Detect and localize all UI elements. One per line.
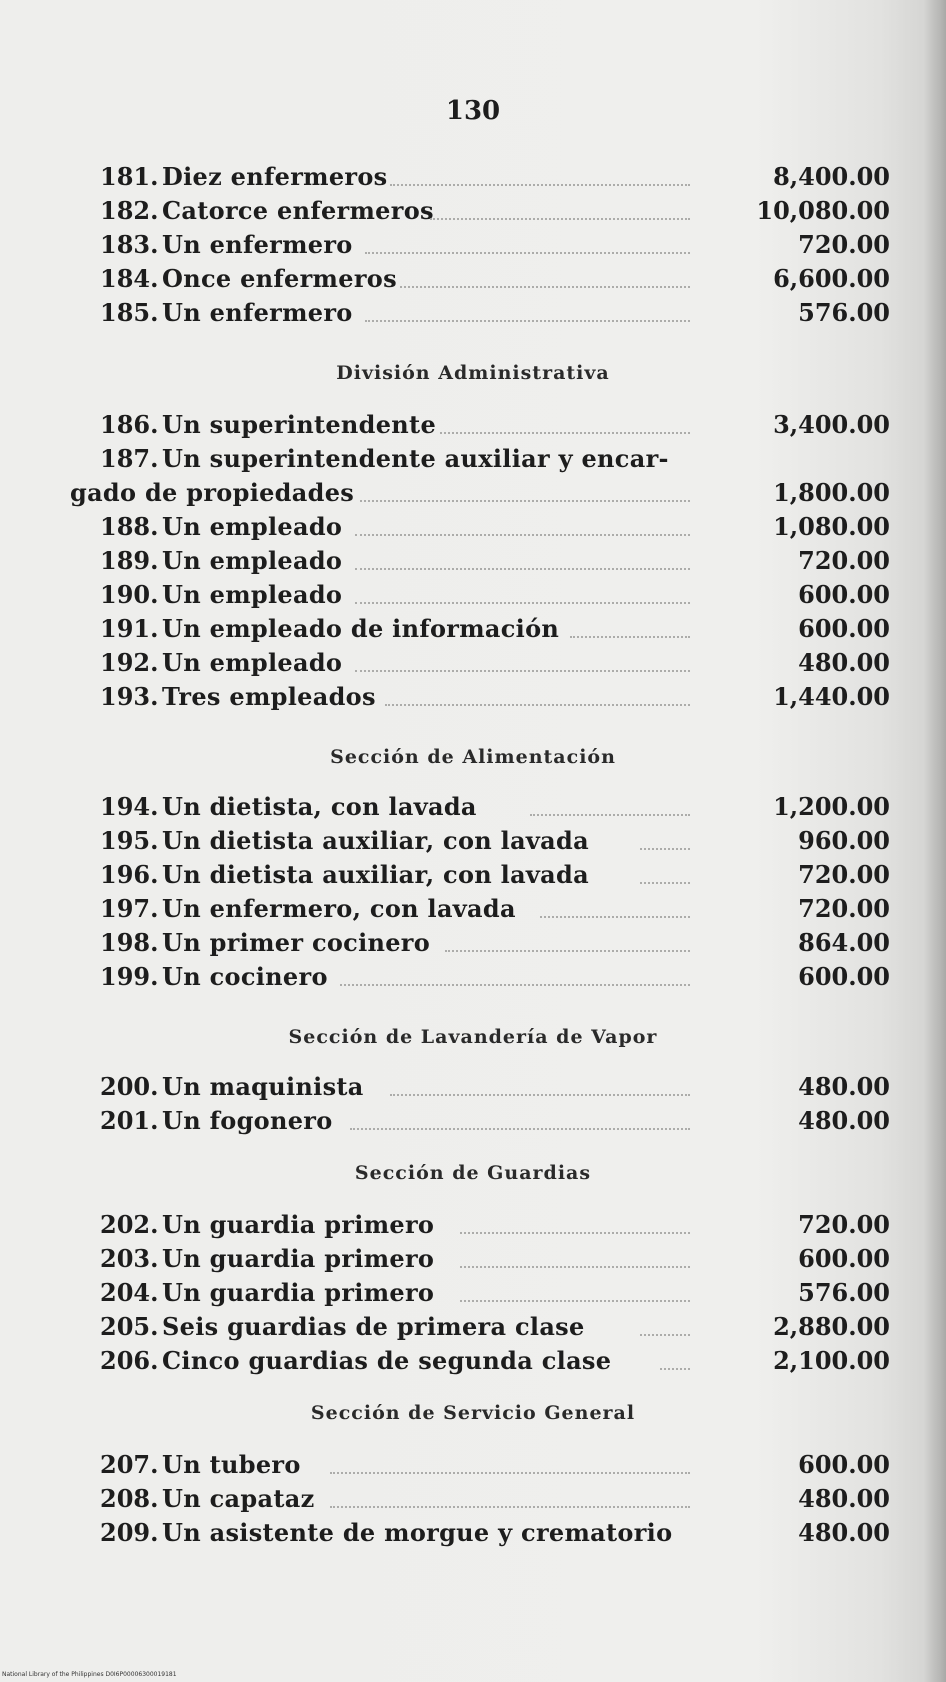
item-number: 189. xyxy=(100,546,159,575)
item-number: 202. xyxy=(100,1210,159,1239)
dot-leader xyxy=(355,566,690,570)
item-text: Un empleado xyxy=(162,546,343,575)
dot-leader xyxy=(355,600,690,604)
item-number: 191. xyxy=(100,614,159,643)
list-item xyxy=(100,408,890,442)
item-number: 192. xyxy=(100,648,159,677)
item-amount: 1,440.00 xyxy=(773,682,890,711)
item-text: Un guardia primero xyxy=(162,1278,435,1307)
item-amount: 600.00 xyxy=(798,962,890,991)
item-number: 188. xyxy=(100,512,159,541)
item-amount: 720.00 xyxy=(798,230,890,259)
dot-leader xyxy=(385,702,690,706)
item-text: Un asistente de morgue y crematorio xyxy=(162,1518,673,1547)
section-heading: Sección de Servicio General xyxy=(310,1402,636,1424)
dot-leader xyxy=(360,498,690,502)
item-text: Un dietista auxiliar, con lavada xyxy=(162,826,589,855)
page-edge-shadow xyxy=(924,0,946,1682)
dot-leader xyxy=(660,1366,690,1370)
list-item xyxy=(100,228,890,262)
dot-leader xyxy=(460,1230,690,1234)
item-amount: 576.00 xyxy=(798,1278,890,1307)
list-item xyxy=(100,1104,890,1138)
item-number: 209. xyxy=(100,1518,159,1547)
item-amount: 480.00 xyxy=(798,1518,890,1547)
item-text: Un tubero xyxy=(162,1450,301,1479)
item-amount: 10,080.00 xyxy=(756,196,890,225)
list-item xyxy=(100,824,890,858)
item-number: 186. xyxy=(100,410,159,439)
list-item xyxy=(100,296,890,330)
item-number: 190. xyxy=(100,580,159,609)
list-item xyxy=(100,1448,890,1482)
list-item xyxy=(100,510,890,544)
item-number: 185. xyxy=(100,298,159,327)
item-number: 206. xyxy=(100,1346,159,1375)
item-text: Un guardia primero xyxy=(162,1210,435,1239)
list-item xyxy=(100,1208,890,1242)
item-amount: 6,600.00 xyxy=(773,264,890,293)
item-number: 201. xyxy=(100,1106,159,1135)
item-text: Un empleado de información xyxy=(162,614,560,643)
item-text: Un enfermero xyxy=(162,230,353,259)
item-text: Un cocinero xyxy=(162,962,328,991)
item-amount: 1,200.00 xyxy=(773,792,890,821)
list-item xyxy=(100,646,890,680)
dot-leader xyxy=(330,1470,690,1474)
item-number: 196. xyxy=(100,860,159,889)
item-text: Un dietista auxiliar, con lavada xyxy=(162,860,589,889)
dot-leader xyxy=(540,914,690,918)
dot-leader xyxy=(460,1264,690,1268)
item-amount: 720.00 xyxy=(798,894,890,923)
item-text: Un superintendente xyxy=(162,410,437,439)
item-text: Once enfermeros xyxy=(162,264,397,293)
list-item xyxy=(100,160,890,194)
item-amount: 720.00 xyxy=(798,546,890,575)
list-item xyxy=(100,1310,890,1344)
item-number: 182. xyxy=(100,196,159,225)
item-text: Cinco guardias de segunda clase xyxy=(162,1346,612,1375)
page-number: 130 xyxy=(445,96,501,126)
dot-leader xyxy=(355,532,690,536)
list-item xyxy=(100,544,890,578)
list-item xyxy=(100,194,890,228)
item-amount: 480.00 xyxy=(798,1484,890,1513)
list-item xyxy=(100,1482,890,1516)
item-text: Un empleado xyxy=(162,512,343,541)
item-number: 208. xyxy=(100,1484,159,1513)
list-item xyxy=(100,442,890,476)
item-amount: 600.00 xyxy=(798,614,890,643)
item-number: 199. xyxy=(100,962,159,991)
item-number: 187. xyxy=(100,444,159,473)
dot-leader xyxy=(330,1504,690,1508)
archive-footer: National Library of the Philippines D0I6P00006300019181 xyxy=(2,1671,177,1678)
item-number: 204. xyxy=(100,1278,159,1307)
list-item xyxy=(100,960,890,994)
item-amount: 720.00 xyxy=(798,1210,890,1239)
dot-leader xyxy=(530,812,690,816)
item-amount: 720.00 xyxy=(798,860,890,889)
item-number: 197. xyxy=(100,894,159,923)
item-text: Un empleado xyxy=(162,648,343,677)
list-item xyxy=(100,612,890,646)
dot-leader xyxy=(445,948,690,952)
item-number: 203. xyxy=(100,1244,159,1273)
section-heading: División Administrativa xyxy=(336,362,610,384)
item-amount: 1,080.00 xyxy=(773,512,890,541)
item-text: Tres empleados xyxy=(162,682,376,711)
list-item xyxy=(100,1344,890,1378)
dot-leader xyxy=(355,668,690,672)
item-amount: 960.00 xyxy=(798,826,890,855)
item-amount: 2,880.00 xyxy=(773,1312,890,1341)
list-item xyxy=(100,578,890,612)
item-amount: 3,400.00 xyxy=(773,410,890,439)
item-amount: 600.00 xyxy=(798,1244,890,1273)
item-amount: 864.00 xyxy=(798,928,890,957)
item-text: Diez enfermeros xyxy=(162,162,388,191)
dot-leader xyxy=(640,846,690,850)
dot-leader xyxy=(460,1298,690,1302)
dot-leader xyxy=(430,216,690,220)
dot-leader xyxy=(365,250,690,254)
item-number: 184. xyxy=(100,264,159,293)
dot-leader xyxy=(365,318,690,322)
dot-leader xyxy=(340,982,690,986)
dot-leader xyxy=(390,182,690,186)
item-text: Un dietista, con lavada xyxy=(162,792,477,821)
list-item xyxy=(100,892,890,926)
list-item xyxy=(100,1242,890,1276)
dot-leader xyxy=(390,1092,690,1096)
item-text: Un superintendente auxiliar y encar- xyxy=(162,444,669,473)
item-text: gado de propiedades xyxy=(70,478,355,507)
dot-leader xyxy=(640,880,690,884)
item-amount: 600.00 xyxy=(798,580,890,609)
item-number: 181. xyxy=(100,162,159,191)
item-text: Un primer cocinero xyxy=(162,928,431,957)
item-text: Un enfermero xyxy=(162,298,353,327)
list-item xyxy=(100,1070,890,1104)
dot-leader xyxy=(350,1126,690,1130)
item-amount: 2,100.00 xyxy=(773,1346,890,1375)
item-number: 200. xyxy=(100,1072,159,1101)
dot-leader xyxy=(400,284,690,288)
item-text: Catorce enfermeros xyxy=(162,196,434,225)
item-text: Un empleado xyxy=(162,580,343,609)
list-item xyxy=(100,680,890,714)
item-number: 207. xyxy=(100,1450,159,1479)
list-item xyxy=(100,858,890,892)
item-text: Seis guardias de primera clase xyxy=(162,1312,585,1341)
item-text: Un fogonero xyxy=(162,1106,333,1135)
section-heading: Sección de Lavandería de Vapor xyxy=(288,1026,658,1048)
item-text: Un guardia primero xyxy=(162,1244,435,1273)
section-heading: Sección de Guardias xyxy=(354,1162,592,1184)
item-amount: 480.00 xyxy=(798,1106,890,1135)
item-number: 205. xyxy=(100,1312,159,1341)
item-amount: 600.00 xyxy=(798,1450,890,1479)
item-number: 195. xyxy=(100,826,159,855)
item-amount: 480.00 xyxy=(798,648,890,677)
item-amount: 1,800.00 xyxy=(773,478,890,507)
item-amount: 480.00 xyxy=(798,1072,890,1101)
dot-leader xyxy=(440,430,690,434)
list-item xyxy=(100,790,890,824)
item-text: Un capataz xyxy=(162,1484,315,1513)
list-item-continuation xyxy=(70,476,890,510)
list-item xyxy=(100,1276,890,1310)
section-heading: Sección de Alimentación xyxy=(330,746,616,768)
item-amount: 8,400.00 xyxy=(773,162,890,191)
item-number: 183. xyxy=(100,230,159,259)
list-item xyxy=(100,262,890,296)
dot-leader xyxy=(570,634,690,638)
item-amount: 576.00 xyxy=(798,298,890,327)
item-text: Un enfermero, con lavada xyxy=(162,894,516,923)
item-number: 198. xyxy=(100,928,159,957)
dot-leader xyxy=(640,1332,690,1336)
item-text: Un maquinista xyxy=(162,1072,364,1101)
list-item xyxy=(100,1516,890,1550)
item-number: 194. xyxy=(100,792,159,821)
list-item xyxy=(100,926,890,960)
item-number: 193. xyxy=(100,682,159,711)
